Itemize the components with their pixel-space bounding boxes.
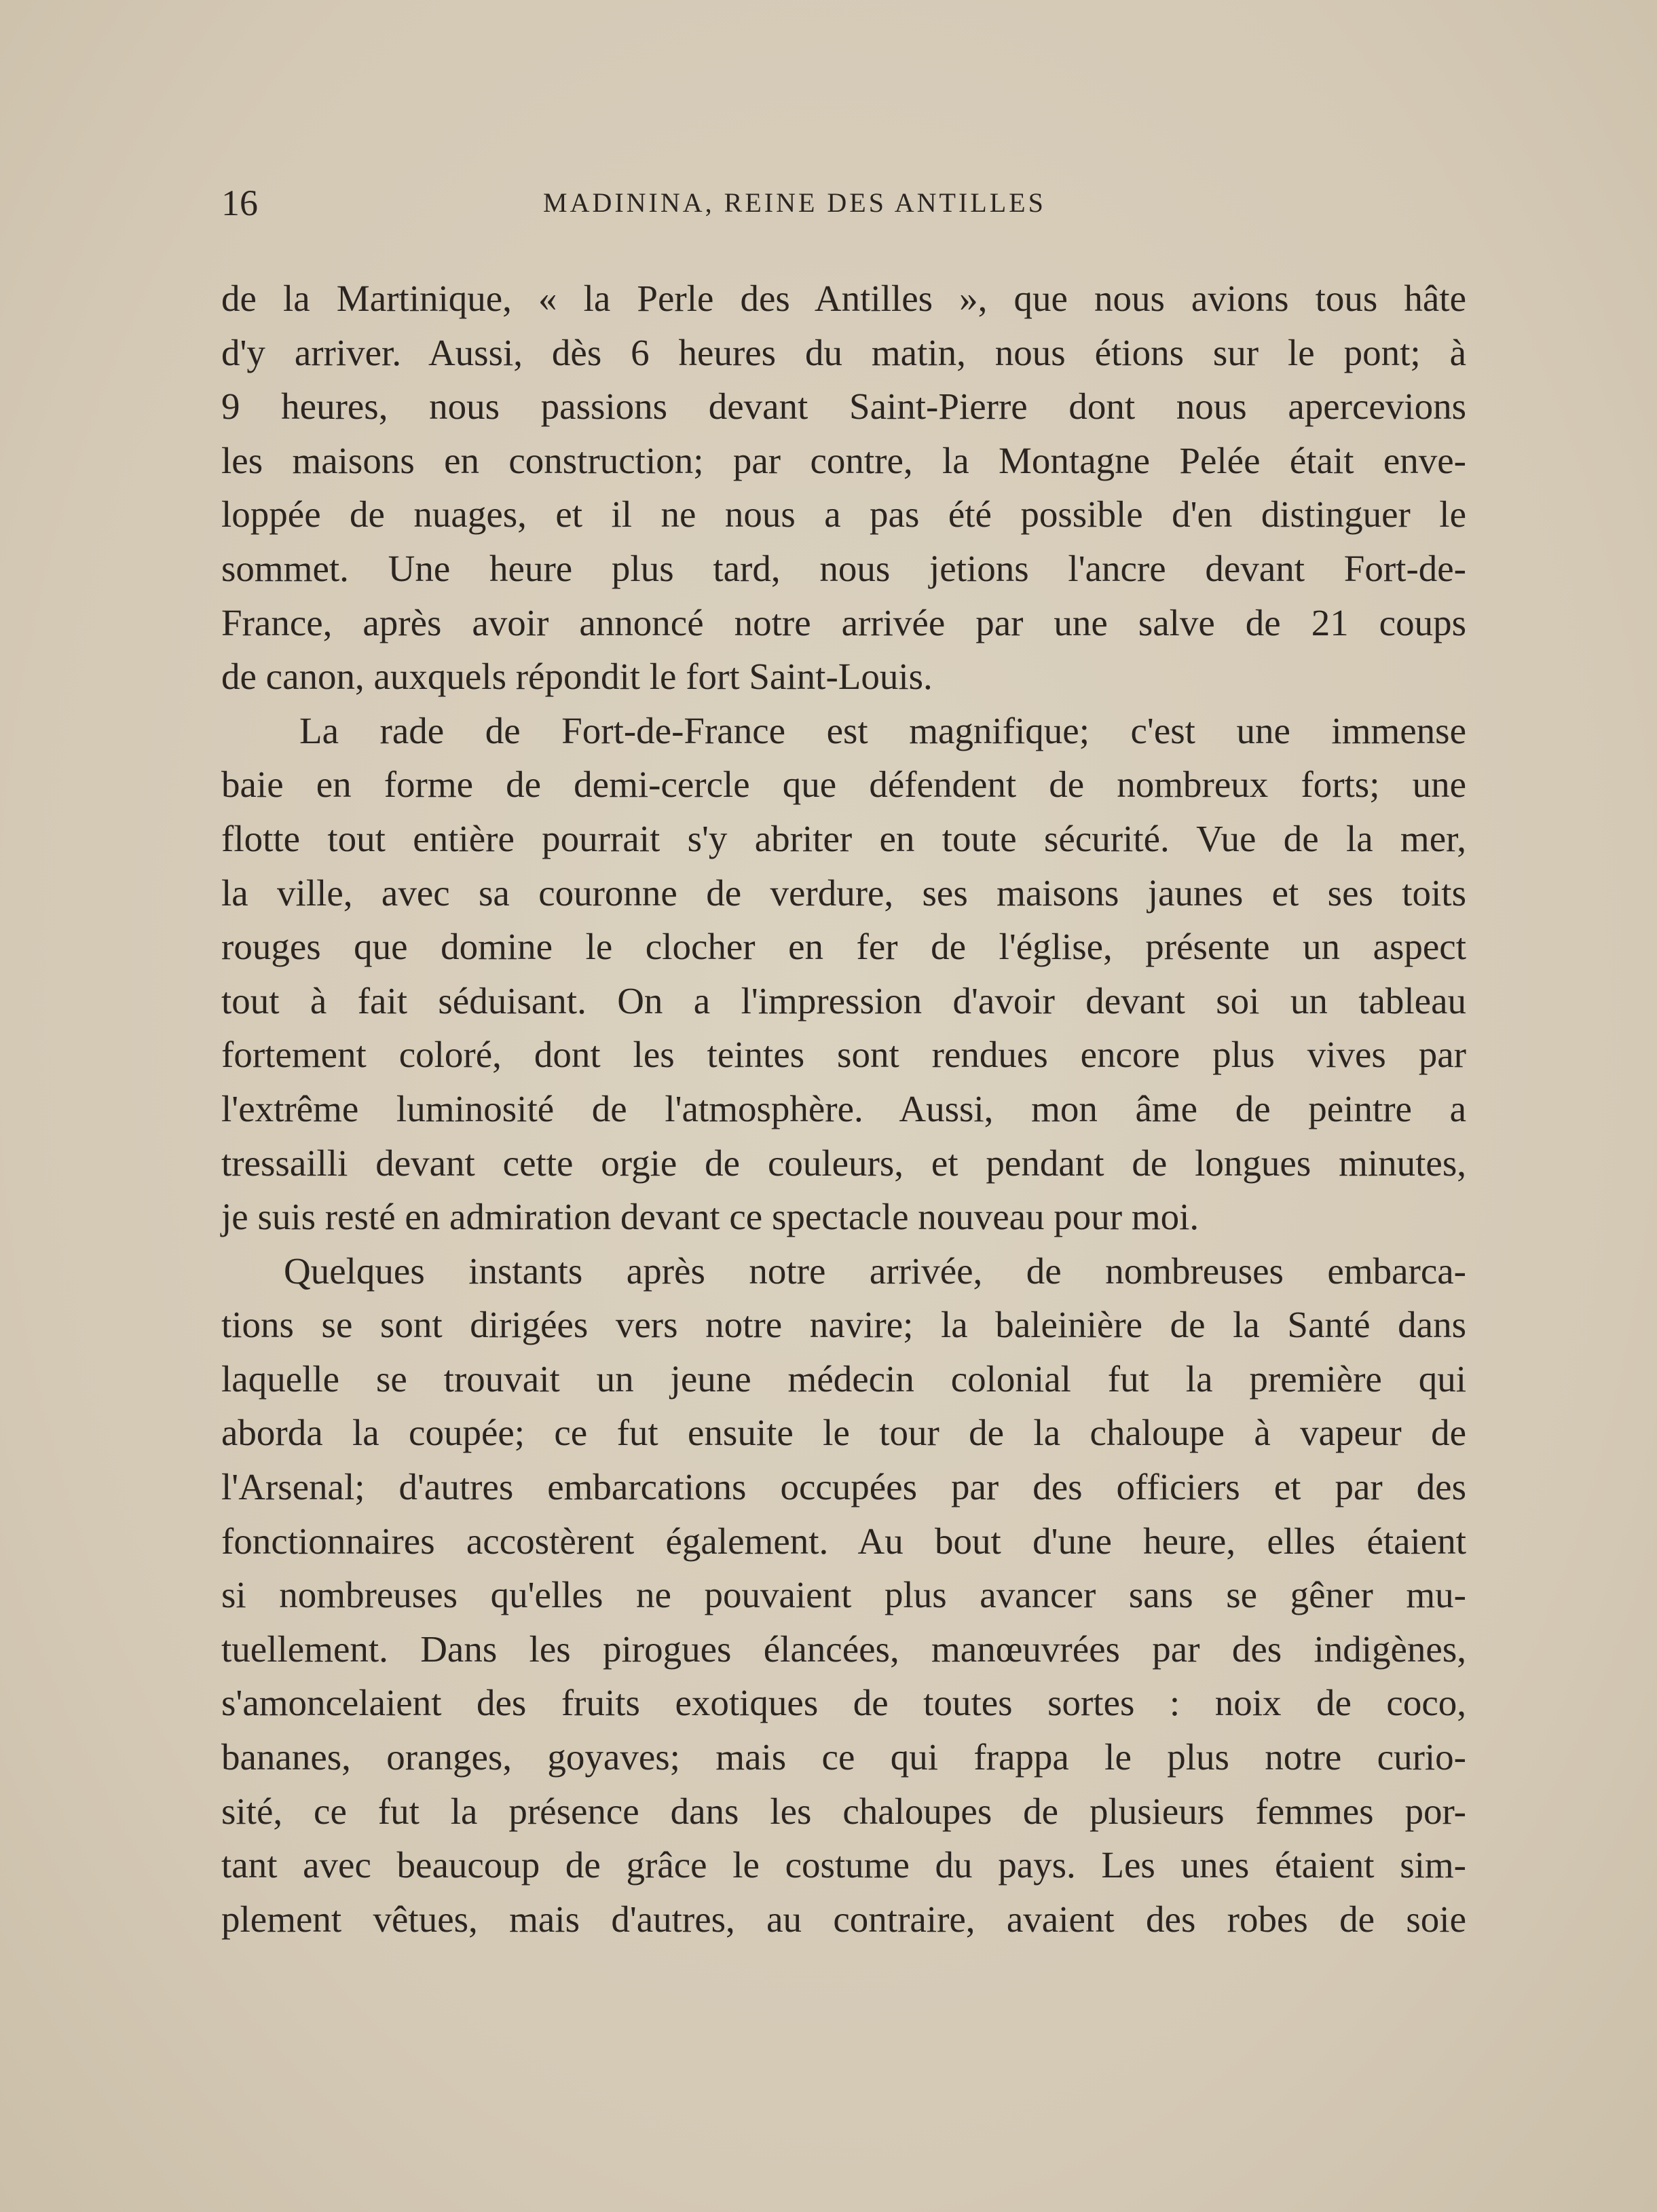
text-line: plement vêtues, mais d'autres, au contraire, avaient des robes de soie <box>221 1898 1466 1940</box>
text-line: aborda la coupée; ce fut ensuite le tour de la chaloupe à vapeur de <box>221 1412 1466 1454</box>
text-line: sommet. Une heure plus tard, nous jetions l'ancre devant Fort-de- <box>221 547 1466 589</box>
text-line: flotte tout entière pourrait s'y abriter en toute sécurité. Vue de la mer, <box>221 817 1466 859</box>
text-line: de la Martinique, « la Perle des Antilles », que nous avions tous hâte <box>221 278 1466 319</box>
text-line: fortement coloré, dont les teintes sont rendues encore plus vives par <box>221 1034 1466 1076</box>
text-line: baie en forme de demi-cercle que défendent de nombreux forts; une <box>221 764 1466 806</box>
text-line: l'extrême luminosité de l'atmosphère. Aussi, mon âme de peintre a <box>221 1087 1466 1129</box>
text-line: France, après avoir annoncé notre arrivée par une salve de 21 coups <box>221 601 1466 643</box>
text-line: Quelques instants après notre arrivée, de nombreuses embarca- <box>284 1250 1466 1292</box>
text-line: 9 heures, nous passions devant Saint-Pierre dont nous apercevions <box>221 386 1466 428</box>
text-line: la ville, avec sa couronne de verdure, ses maisons jaunes et ses toits <box>221 871 1466 914</box>
text-line: s'amoncelaient des fruits exotiques de toutes sortes : noix de coco, <box>221 1682 1466 1724</box>
text-line: loppée de nuages, et il ne nous a pas été possible d'en distinguer le <box>221 493 1466 536</box>
running-title: MADININA, REINE DES ANTILLES <box>543 187 1046 218</box>
text-line: tant avec beaucoup de grâce le costume du pays. Les unes étaient sim- <box>221 1844 1466 1886</box>
text-line: rouges que domine le clocher en fer de l'église, présente un aspect <box>221 926 1466 968</box>
text-line: de canon, auxquels répondit le fort Saint-Louis. <box>221 656 933 698</box>
text-line: tressailli devant cette orgie de couleurs, et pendant de longues minutes, <box>221 1142 1466 1184</box>
text-line: tout à fait séduisant. On a l'impression d'avoir devant soi un tableau <box>221 979 1466 1021</box>
text-line: tions se sont dirigées vers notre navire; la baleinière de la Santé dans <box>221 1304 1466 1346</box>
text-line: les maisons en construction; par contre, la Montagne Pelée était enve- <box>221 439 1466 481</box>
text-line: fonctionnaires accostèrent également. Au bout d'une heure, elles étaient <box>221 1520 1466 1562</box>
text-line: bananes, oranges, goyaves; mais ce qui frappa le plus notre curio- <box>221 1736 1466 1778</box>
text-line: laquelle se trouvait un jeune médecin colonial fut la première qui <box>221 1357 1466 1400</box>
text-line: l'Arsenal; d'autres embarcations occupées par des officiers et par des <box>221 1466 1466 1508</box>
text-line: d'y arriver. Aussi, dès 6 heures du matin, nous étions sur le pont; à <box>221 331 1466 373</box>
page-number: 16 <box>221 183 258 223</box>
body-text <box>221 271 1466 1946</box>
text-line: La rade de Fort-de-France est magnifique; c'est une immense <box>299 709 1466 751</box>
text-line: je suis resté en admiration devant ce spectacle nouveau pour moi. <box>221 1196 1199 1238</box>
text-line: si nombreuses qu'elles ne pouvaient plus avancer sans se gêner mu- <box>221 1574 1466 1616</box>
text-line: sité, ce fut la présence dans les chaloupes de plusieurs femmes por- <box>221 1790 1466 1832</box>
text-line: tuellement. Dans les pirogues élancées, manœuvrées par des indigènes, <box>221 1628 1466 1670</box>
